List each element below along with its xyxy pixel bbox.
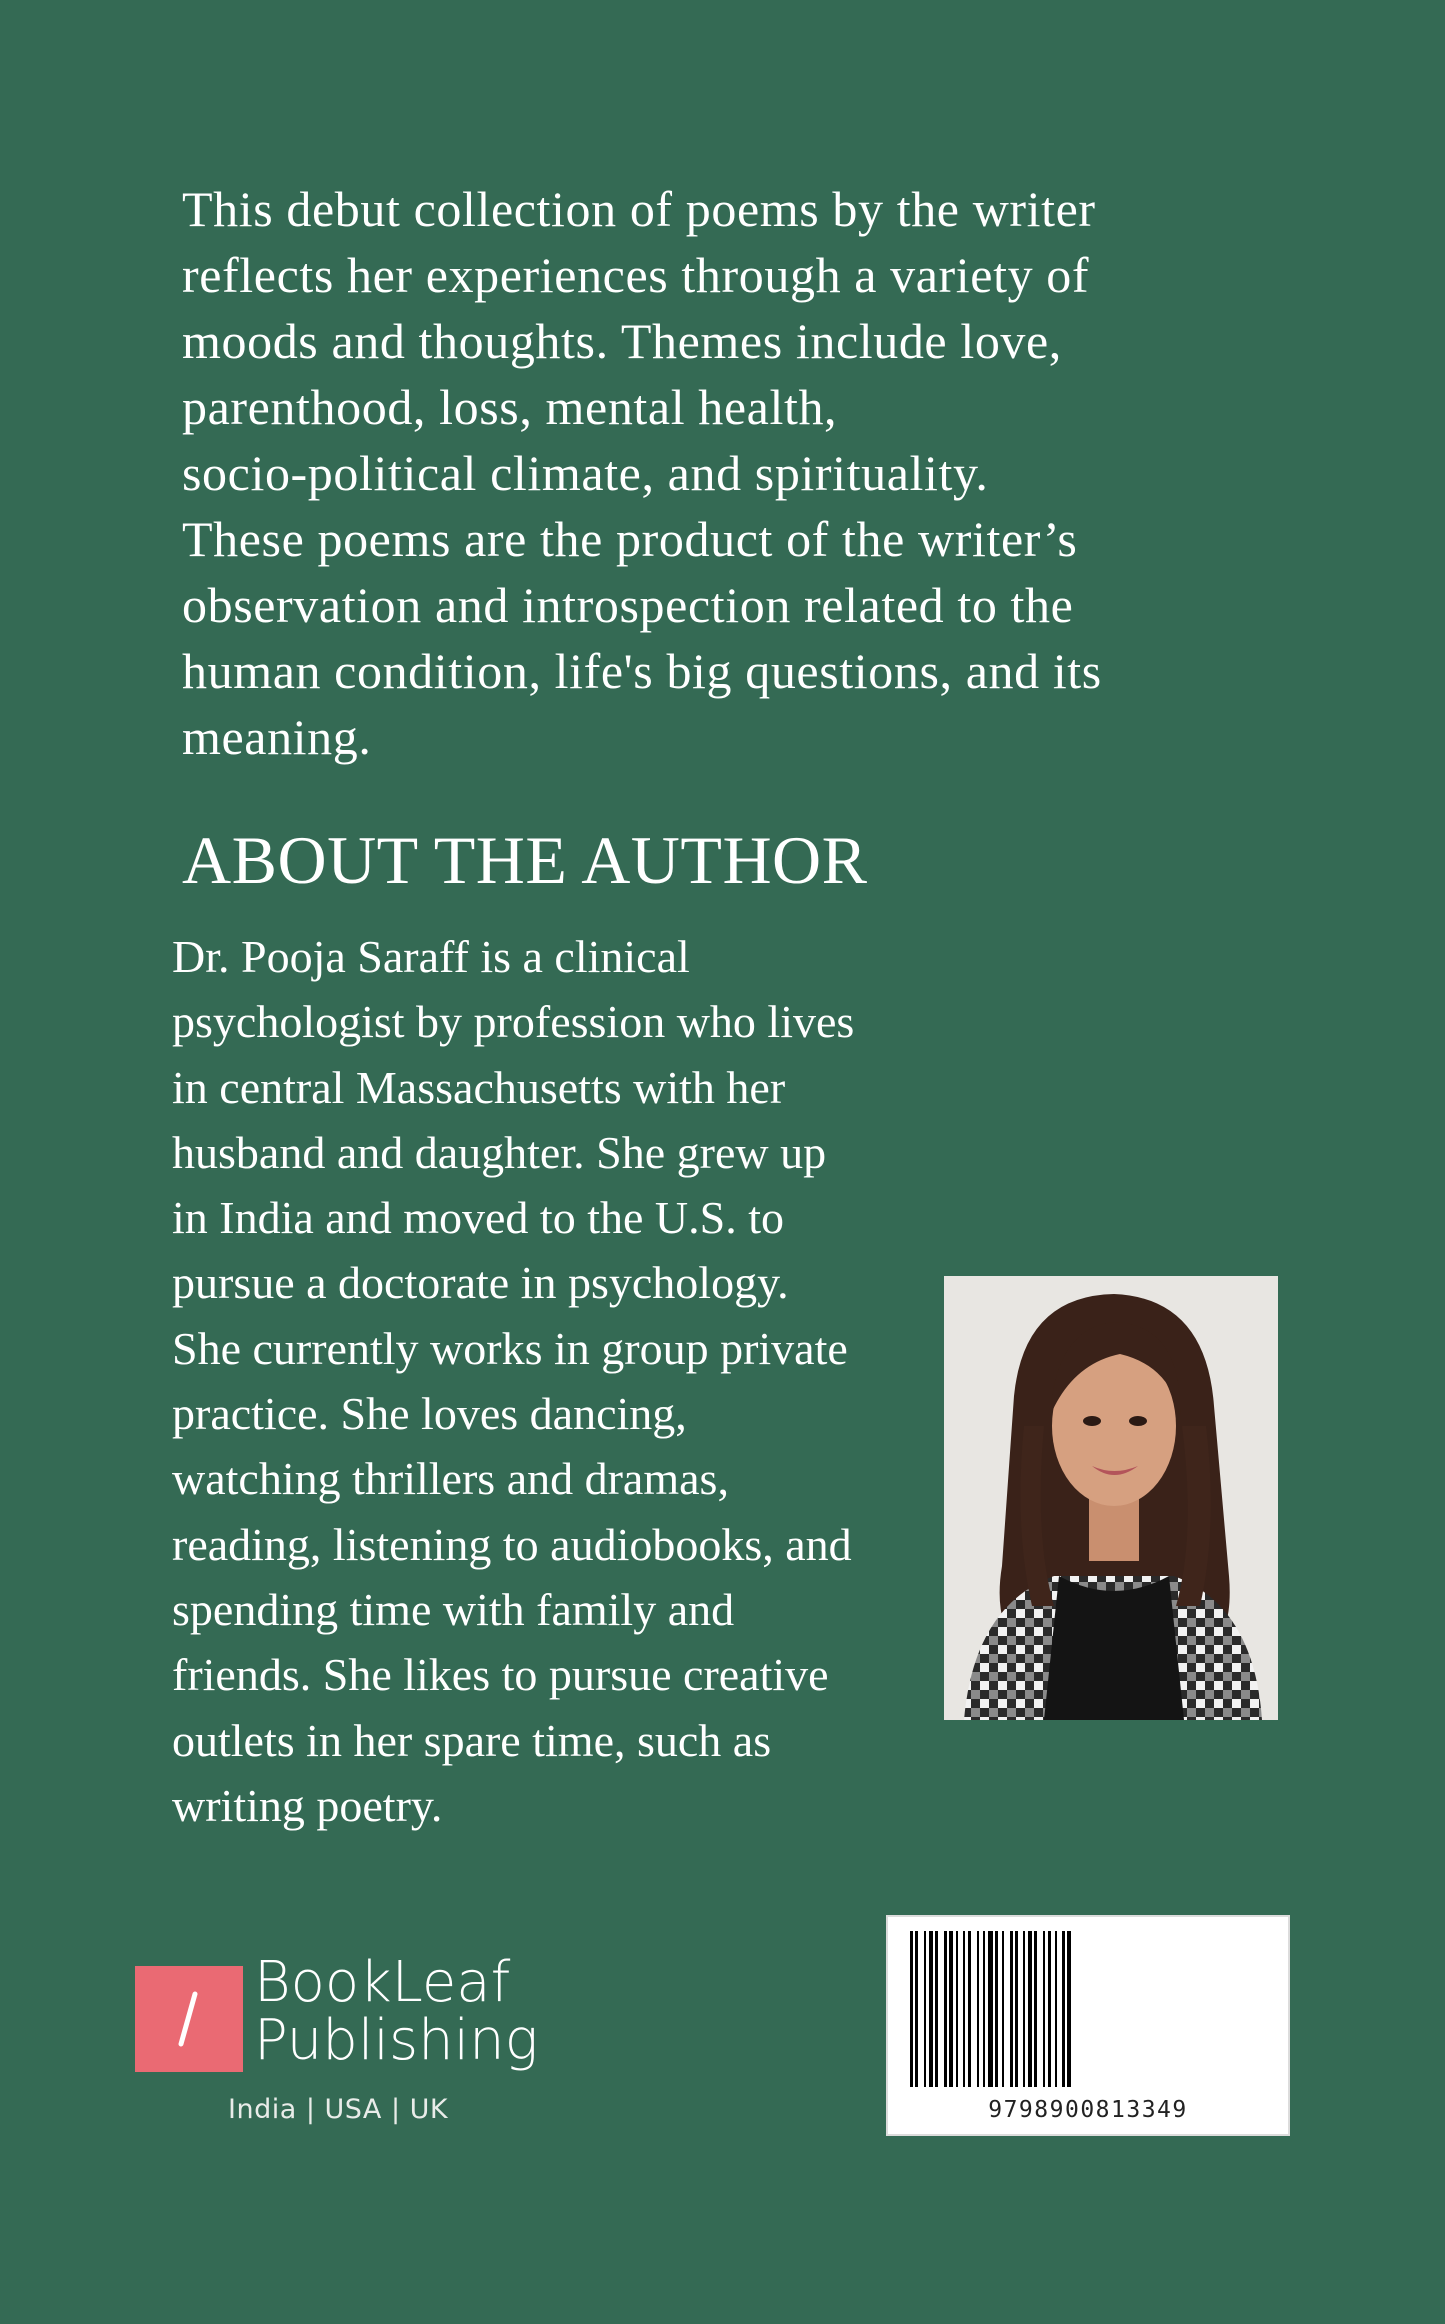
- bio-line: in central Massachusetts with her: [172, 1061, 786, 1113]
- barcode-bar: [1028, 1931, 1032, 2087]
- bio-line: psychologist by profession who lives: [172, 996, 855, 1048]
- barcode-bar: [995, 1931, 998, 2087]
- barcode-bar: [915, 1931, 918, 2087]
- barcode-bar: [968, 1931, 971, 2087]
- barcode-bar: [929, 1931, 933, 2087]
- blurb-line: socio-political climate, and spirituality.: [182, 445, 989, 501]
- bio-line: in India and moved to the U.S. to: [172, 1192, 784, 1244]
- blurb-line: parenthood, loss, mental health,: [182, 379, 838, 435]
- author-bio: [172, 924, 932, 1838]
- barcode-bar: [977, 1931, 979, 2087]
- blurb-line: human condition, life's big questions, and its: [182, 643, 1102, 699]
- bio-line: practice. She loves dancing,: [172, 1388, 687, 1440]
- barcode-bar: [924, 1931, 926, 2087]
- author-photo: [944, 1276, 1278, 1720]
- barcode-bar: [1062, 1931, 1065, 2087]
- isbn-number: 9798900813349: [988, 2097, 1188, 2123]
- barcode-bar: [983, 1931, 985, 2087]
- bio-line: She currently works in group private: [172, 1322, 848, 1374]
- barcode-bars: [902, 1931, 1278, 2093]
- blurb-line: These poems are the product of the writer’s: [182, 511, 1078, 567]
- isbn-barcode: [886, 1915, 1290, 2136]
- barcode-bar: [949, 1931, 953, 2087]
- publisher-name-line-1: BookLeaf: [254, 1950, 511, 2015]
- bio-line: pursue a doctorate in psychology.: [172, 1257, 789, 1309]
- barcode-bar: [1034, 1931, 1037, 2087]
- barcode-bar: [1002, 1931, 1004, 2087]
- blurb-line: moods and thoughts. Themes include love,: [182, 313, 1062, 369]
- blurb-line: meaning.: [182, 709, 372, 765]
- barcode-bar: [1010, 1931, 1013, 2087]
- barcode-bar: [963, 1931, 965, 2087]
- bio-line: Dr. Pooja Saraff is a clinical: [172, 931, 690, 982]
- bookleaf-logo-icon: [135, 1966, 243, 2072]
- bio-line: reading, listening to audiobooks, and: [172, 1518, 852, 1570]
- bio-line: husband and daughter. She grew up: [172, 1126, 827, 1178]
- bio-line: spending time with family and: [172, 1583, 735, 1635]
- blurb-line: reflects her experiences through a variety of: [182, 247, 1090, 303]
- blurb-line: This debut collection of poems by the writer: [182, 181, 1096, 237]
- barcode-bar: [1015, 1931, 1018, 2087]
- barcode-bar: [988, 1931, 993, 2087]
- publisher-regions: India | USA | UK: [228, 2094, 449, 2125]
- barcode-bar: [910, 1931, 913, 2087]
- barcode-bar: [935, 1931, 938, 2087]
- publisher-name-line-2: Publishing: [254, 2008, 539, 2073]
- barcode-bar: [1067, 1931, 1071, 2087]
- barcode-bar: [1043, 1931, 1045, 2087]
- bio-line: writing poetry.: [172, 1779, 443, 1831]
- barcode-bar: [956, 1931, 958, 2087]
- barcode-bar: [1023, 1931, 1025, 2087]
- blurb-line: observation and introspection related to the: [182, 577, 1074, 633]
- bio-line: outlets in her spare time, such as: [172, 1714, 772, 1766]
- bio-line: friends. She likes to pursue creative: [172, 1649, 829, 1701]
- bio-line: watching thrillers and dramas,: [172, 1453, 729, 1505]
- publisher-name: [254, 1950, 539, 2073]
- barcode-bar: [1048, 1931, 1051, 2087]
- back-cover-blurb: [182, 176, 1312, 770]
- about-author-heading: ABOUT THE AUTHOR: [182, 822, 868, 898]
- barcode-bar: [944, 1931, 947, 2087]
- barcode-bar: [1055, 1931, 1057, 2087]
